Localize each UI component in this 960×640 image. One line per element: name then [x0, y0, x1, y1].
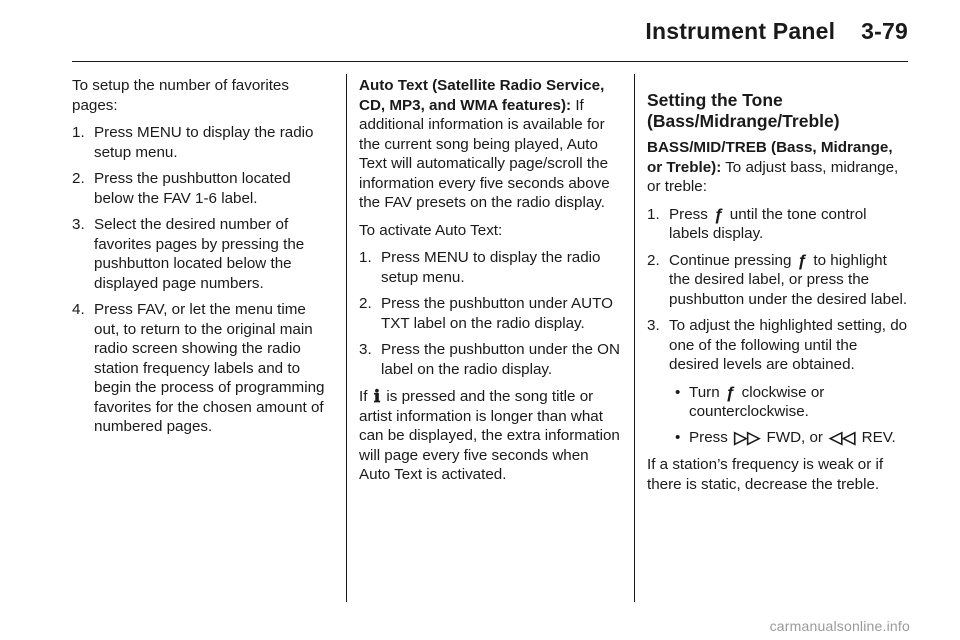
list-item: • Press ▷▷ FWD, or ◁◁ REV.: [675, 427, 896, 447]
tune-knob-icon: ƒ: [797, 250, 808, 270]
tone-term: BASS/MID/TREB (Bass, Midrange, or Treble):: [647, 139, 893, 176]
info-icon: ℹ: [373, 387, 381, 406]
list-item: 1. Press ƒ until the tone control labels display.: [647, 204, 867, 242]
favorites-intro: To setup the number of favorites pages:: [72, 77, 289, 114]
activate-intro: To activate Auto Text:: [359, 221, 503, 239]
auto-text-term: Auto Text (Satellite Radio Service, CD, MP3, and WMA features):: [359, 77, 605, 114]
seek-reverse-icon: ◁◁: [829, 427, 856, 447]
column-tone: [647, 76, 909, 502]
section-title: Instrument Panel: [645, 18, 836, 44]
page-number: 3-79: [861, 18, 908, 44]
tone-steps: [647, 205, 909, 375]
column-favorites: [72, 76, 334, 445]
tune-knob-icon: ƒ: [725, 382, 736, 402]
column-divider: [634, 74, 635, 602]
treble-note: If a station’s frequency is weak or if there is static, decrease the treble.: [647, 456, 884, 493]
auto-text-desc: If additional information is available for the current song being played, Auto Text will automatically page/scroll the information every five seconds above the FAV presets on the radio display.: [359, 96, 610, 211]
list-item: 2. Press the pushbutton located below the FAV 1-6 label.: [72, 170, 291, 207]
auto-text-steps: [359, 248, 621, 379]
favorites-steps: [72, 123, 334, 437]
auto-text-paragraph: [359, 76, 621, 213]
list-item: 2. Continue pressing ƒ to highlight the desired label, or press the pushbutton under the desired label.: [647, 250, 908, 308]
tone-term-paragraph: BASS/MID/TREB (Bass, Midrange, or Treble): To adjust bass, midrange, or treble:: [647, 139, 899, 195]
watermark: carmanualsonline.info: [769, 618, 910, 634]
list-item: • Turn ƒ clockwise or counterclockwise.: [675, 382, 825, 420]
column-divider: [346, 74, 347, 602]
page-header: [645, 18, 908, 45]
list-item: 2. Press the pushbutton under AUTO TXT label on the radio display.: [359, 295, 613, 332]
tone-bullets: [647, 383, 909, 448]
tune-knob-icon: ƒ: [714, 204, 724, 224]
list-item: 1. Press MENU to display the radio setup menu.: [72, 124, 314, 161]
list-item: 1. Press MENU to display the radio setup menu.: [359, 249, 601, 286]
list-item: 3. Press the pushbutton under the ON label on the radio display.: [359, 341, 620, 378]
column-auto-text: [359, 76, 621, 493]
tone-section-title: Setting the Tone (Bass/Midrange/Treble): [647, 90, 840, 131]
seek-forward-icon: ▷▷: [734, 427, 761, 447]
info-paragraph: If ℹ is pressed and the song title or artist information is longer than what can be displayed, the extra information will page every five seconds when Auto Text is activated.: [359, 387, 620, 483]
list-item: 3. To adjust the highlighted setting, do one of the following until the desired levels are obtained.: [647, 317, 908, 373]
list-item: 3. Select the desired number of favorites pages by pressing the pushbutton located below the displayed page numbers.: [72, 216, 305, 292]
header-rule: [72, 61, 908, 62]
list-item: 4. Press FAV, or let the menu time out, to return to the original main radio screen showing the radio station frequency labels and to begin the process of programming favorites for the chosen amount of numbered pages.: [72, 301, 325, 435]
